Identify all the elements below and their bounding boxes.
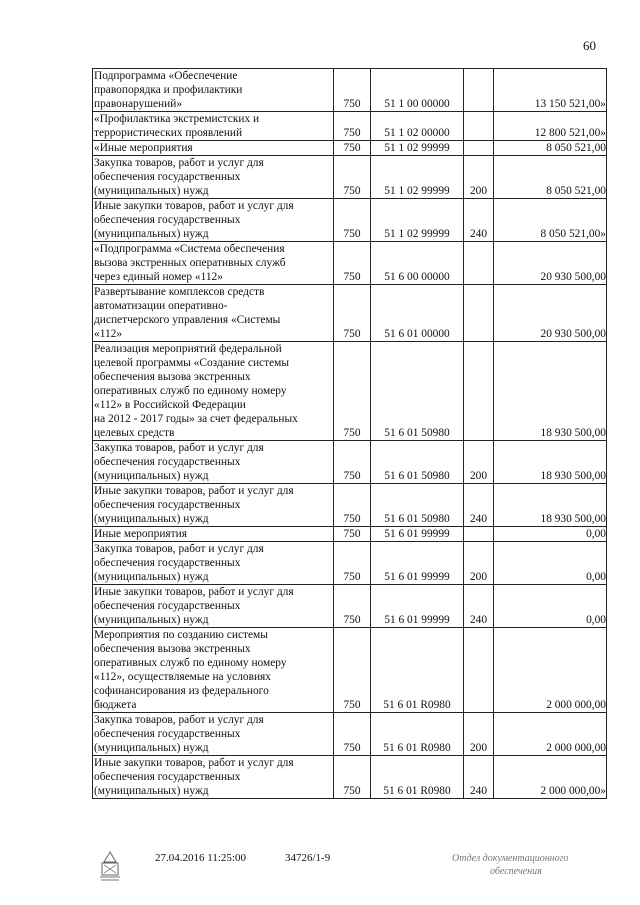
table-row — [93, 527, 607, 542]
row-amount: 2 000 000,00 — [494, 628, 607, 713]
row-target-code: 51 1 00 00000 — [371, 69, 464, 112]
row-ministry-code: 750 — [334, 242, 371, 285]
row-expense-kind — [464, 69, 494, 112]
row-expense-kind — [464, 342, 494, 441]
row-ministry-code: 750 — [334, 69, 371, 112]
row-amount: 0,00 — [494, 527, 607, 542]
row-expense-kind — [464, 628, 494, 713]
table-row — [93, 713, 607, 756]
row-name: «Подпрограмма «Система обеспечения вызова экстренных оперативных служб через единый номер «112» — [93, 242, 334, 285]
row-ministry-code: 750 — [334, 112, 371, 141]
row-target-code: 51 6 01 99999 — [371, 585, 464, 628]
table-row — [93, 585, 607, 628]
table-row — [93, 756, 607, 799]
row-amount: 8 050 521,00» — [494, 199, 607, 242]
row-amount: 2 000 000,00» — [494, 756, 607, 799]
row-amount: 8 050 521,00 — [494, 156, 607, 199]
row-amount: 2 000 000,00 — [494, 713, 607, 756]
table-row — [93, 199, 607, 242]
row-expense-kind: 240 — [464, 484, 494, 527]
row-name: Иные закупки товаров, работ и услуг для обеспечения государственных (муниципальных) нужд — [93, 585, 334, 628]
row-target-code: 51 6 01 50980 — [371, 484, 464, 527]
row-ministry-code: 750 — [334, 156, 371, 199]
row-target-code: 51 1 02 99999 — [371, 141, 464, 156]
row-ministry-code: 750 — [334, 713, 371, 756]
budget-table-body — [93, 69, 607, 799]
row-ministry-code: 750 — [334, 585, 371, 628]
table-row — [93, 285, 607, 342]
row-amount: 18 930 500,00 — [494, 342, 607, 441]
table-row — [93, 112, 607, 141]
table-row — [93, 342, 607, 441]
row-ministry-code: 750 — [334, 199, 371, 242]
row-expense-kind: 200 — [464, 156, 494, 199]
row-target-code: 51 1 02 99999 — [371, 156, 464, 199]
row-target-code: 51 6 00 00000 — [371, 242, 464, 285]
row-amount: 20 930 500,00 — [494, 285, 607, 342]
table-row — [93, 441, 607, 484]
row-amount: 8 050 521,00 — [494, 141, 607, 156]
row-name: Иные мероприятия — [93, 527, 334, 542]
stamp-line-2: обеспечения — [490, 866, 542, 877]
row-ministry-code: 750 — [334, 285, 371, 342]
row-name: Иные закупки товаров, работ и услуг для обеспечения государственных (муниципальных) нужд — [93, 484, 334, 527]
row-name: Иные закупки товаров, работ и услуг для обеспечения государственных (муниципальных) нужд — [93, 756, 334, 799]
row-target-code: 51 6 01 99999 — [371, 542, 464, 585]
row-expense-kind — [464, 527, 494, 542]
row-target-code: 51 6 01 00000 — [371, 285, 464, 342]
footer-datetime: 27.04.2016 11:25:00 — [155, 852, 246, 864]
row-amount: 20 930 500,00 — [494, 242, 607, 285]
row-name: Закупка товаров, работ и услуг для обеспечения государственных (муниципальных) нужд — [93, 156, 334, 199]
row-expense-kind — [464, 242, 494, 285]
row-expense-kind: 200 — [464, 713, 494, 756]
row-expense-kind: 200 — [464, 542, 494, 585]
row-target-code: 51 6 01 50980 — [371, 342, 464, 441]
row-ministry-code: 750 — [334, 484, 371, 527]
table-row — [93, 484, 607, 527]
row-name: Мероприятия по созданию системы обеспечения вызова экстренных оперативных служб по единому номеру «112», осуществляемые на условиях софинансирования из федерального бюджета — [93, 628, 334, 713]
row-target-code: 51 6 01 50980 — [371, 441, 464, 484]
row-name: «Профилактика экстремистских и террористических проявлений — [93, 112, 334, 141]
row-amount: 18 930 500,00 — [494, 484, 607, 527]
page-number: 60 — [583, 38, 596, 53]
table-row — [93, 242, 607, 285]
table-row — [93, 542, 607, 585]
table-row — [93, 156, 607, 199]
row-expense-kind: 240 — [464, 756, 494, 799]
footer-doc-code: 34726/1-9 — [285, 852, 331, 864]
row-target-code: 51 6 01 R0980 — [371, 713, 464, 756]
stamp-line-1: Отдел документационного — [452, 853, 569, 864]
row-name: «Иные мероприятия — [93, 141, 334, 156]
row-name: Реализация мероприятий федеральной целевой программы «Создание системы обеспечения вызова экстренных оперативных служб по единому номеру «112» в Российской Федерации на 2012 - 2017 годы» за счет федеральных целевых средств — [93, 342, 334, 441]
row-ministry-code: 750 — [334, 542, 371, 585]
row-amount: 12 800 521,00» — [494, 112, 607, 141]
table-row — [93, 69, 607, 112]
table-row — [93, 141, 607, 156]
row-expense-kind — [464, 285, 494, 342]
row-target-code: 51 6 01 R0980 — [371, 756, 464, 799]
row-expense-kind: 200 — [464, 441, 494, 484]
emblem-icon — [95, 848, 125, 886]
row-amount: 0,00 — [494, 585, 607, 628]
row-ministry-code: 750 — [334, 441, 371, 484]
row-name: Развертывание комплексов средств автоматизации оперативно- диспетчерского управления «Системы «112» — [93, 285, 334, 342]
row-ministry-code: 750 — [334, 141, 371, 156]
department-stamp — [452, 852, 569, 878]
row-name: Иные закупки товаров, работ и услуг для обеспечения государственных (муниципальных) нужд — [93, 199, 334, 242]
row-expense-kind: 240 — [464, 199, 494, 242]
row-name: Закупка товаров, работ и услуг для обеспечения государственных (муниципальных) нужд — [93, 713, 334, 756]
budget-table — [92, 68, 607, 799]
row-expense-kind — [464, 112, 494, 141]
row-expense-kind — [464, 141, 494, 156]
row-target-code: 51 1 02 99999 — [371, 199, 464, 242]
row-name: Закупка товаров, работ и услуг для обеспечения государственных (муниципальных) нужд — [93, 542, 334, 585]
row-ministry-code: 750 — [334, 628, 371, 713]
table-row — [93, 628, 607, 713]
row-ministry-code: 750 — [334, 756, 371, 799]
row-ministry-code: 750 — [334, 527, 371, 542]
row-amount: 0,00 — [494, 542, 607, 585]
row-target-code: 51 6 01 R0980 — [371, 628, 464, 713]
row-ministry-code: 750 — [334, 342, 371, 441]
row-amount: 13 150 521,00» — [494, 69, 607, 112]
row-target-code: 51 1 02 00000 — [371, 112, 464, 141]
row-amount: 18 930 500,00 — [494, 441, 607, 484]
row-name: Закупка товаров, работ и услуг для обеспечения государственных (муниципальных) нужд — [93, 441, 334, 484]
row-target-code: 51 6 01 99999 — [371, 527, 464, 542]
row-name: Подпрограмма «Обеспечение правопорядка и профилактики правонарушений» — [93, 69, 334, 112]
row-expense-kind: 240 — [464, 585, 494, 628]
